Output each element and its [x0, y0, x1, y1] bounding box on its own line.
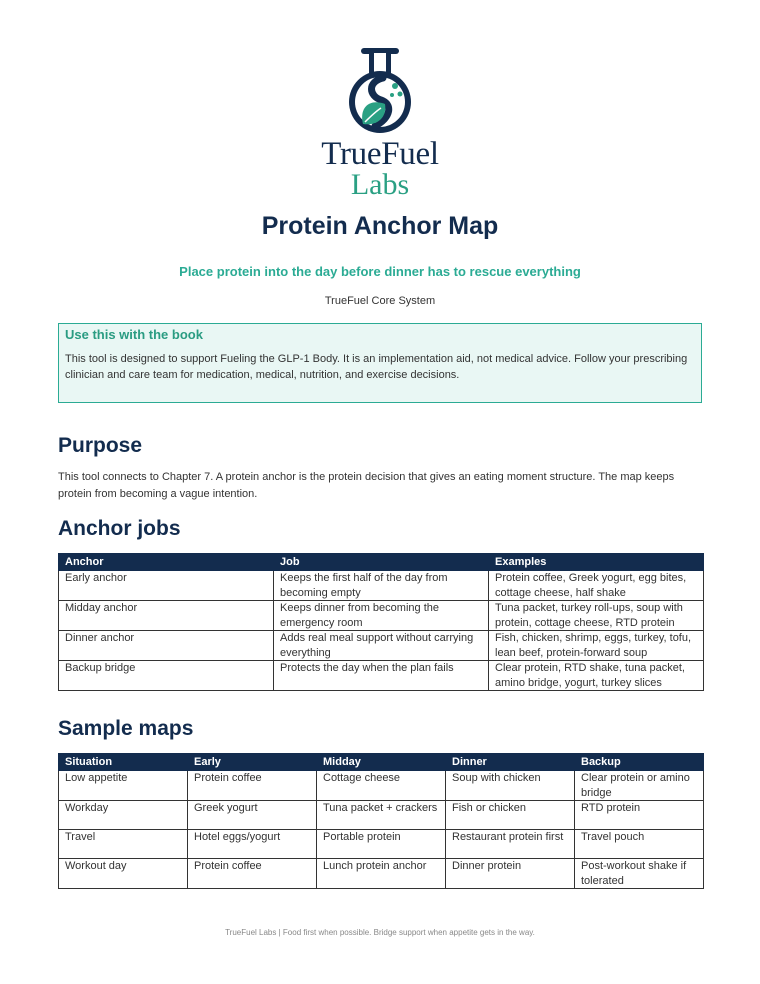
table-cell: Midday anchor [59, 601, 274, 631]
system-label: TrueFuel Core System [324, 295, 436, 307]
table-cell: Fish, chicken, shrimp, eggs, turkey, tofu, lean beef, protein-forward soup [489, 631, 704, 661]
table-cell: Protein coffee, Greek yogurt, egg bites, cottage cheese, half shake [489, 571, 704, 601]
table-cell: Restaurant protein first [446, 830, 575, 859]
table-cell: Travel pouch [575, 830, 704, 859]
anchor-jobs-heading: Anchor jobs [58, 517, 181, 540]
notice-box [58, 323, 702, 403]
table-cell: Soup with chicken [446, 771, 575, 801]
column-header: Situation [59, 754, 188, 771]
table-row [59, 771, 704, 801]
table-row [59, 601, 704, 631]
table-cell: Early anchor [59, 571, 274, 601]
table-cell: Adds real meal support without carrying everything [274, 631, 489, 661]
sample-maps-table [58, 753, 704, 889]
table-cell: Clear protein, RTD shake, tuna packet, amino bridge, yogurt, turkey slices [489, 661, 704, 691]
anchor-jobs-table [58, 553, 704, 691]
table-cell: Workout day [59, 859, 188, 889]
page-footer: TrueFuel Labs | Food first when possible. Bridge support when appetite gets in the way. [225, 928, 535, 937]
table-row [59, 859, 704, 889]
brand-name-line2: Labs [350, 168, 410, 201]
table-header-row [59, 554, 704, 571]
notice-body: This tool is designed to support Fueling the GLP-1 Body. It is an implementation aid, not medical advice. Follow your prescribing clinician and care team for medication, medical, nutrition, and exercise decisions. [65, 353, 688, 381]
table-cell: Protein coffee [188, 771, 317, 801]
flask-leaf-icon [345, 44, 415, 136]
page-subtitle: Place protein into the day before dinner has to rescue everything [179, 264, 581, 279]
purpose-text: This tool connects to Chapter 7. A protein anchor is the protein decision that gives an eating moment structure. The map keeps protein from becoming a vague intention. [58, 471, 675, 500]
table-cell: Hotel eggs/yogurt [188, 830, 317, 859]
column-header: Examples [489, 554, 704, 571]
table-cell: Backup bridge [59, 661, 274, 691]
table-cell: Keeps the first half of the day from becoming empty [274, 571, 489, 601]
table-cell: Tuna packet + crackers [317, 801, 446, 830]
column-header: Job [274, 554, 489, 571]
table-cell: Dinner protein [446, 859, 575, 889]
table-cell: Dinner anchor [59, 631, 274, 661]
table-cell: RTD protein [575, 801, 704, 830]
table-row [59, 571, 704, 601]
table-cell: Tuna packet, turkey roll-ups, soup with protein, cottage cheese, RTD protein [489, 601, 704, 631]
table-cell: Protein coffee [188, 859, 317, 889]
column-header: Backup [575, 754, 704, 771]
table-cell: Keeps dinner from becoming the emergency room [274, 601, 489, 631]
table-cell: Workday [59, 801, 188, 830]
table-cell: Travel [59, 830, 188, 859]
table-cell: Cottage cheese [317, 771, 446, 801]
column-header: Midday [317, 754, 446, 771]
notice-title: Use this with the book [65, 327, 203, 342]
table-cell: Portable protein [317, 830, 446, 859]
sample-maps-heading: Sample maps [58, 717, 194, 740]
table-cell: Lunch protein anchor [317, 859, 446, 889]
table-cell: Clear protein or amino bridge [575, 771, 704, 801]
brand-name-line1: TrueFuel [321, 136, 439, 172]
column-header: Dinner [446, 754, 575, 771]
table-cell: Protects the day when the plan fails [274, 661, 489, 691]
page-title: Protein Anchor Map [261, 212, 499, 240]
table-row [59, 801, 704, 830]
table-cell: Low appetite [59, 771, 188, 801]
column-header: Anchor [59, 554, 274, 571]
table-header-row [59, 754, 704, 771]
table-row [59, 631, 704, 661]
table-cell: Fish or chicken [446, 801, 575, 830]
purpose-heading: Purpose [58, 434, 143, 457]
table-row [59, 830, 704, 859]
column-header: Early [188, 754, 317, 771]
table-cell: Post-workout shake if tolerated [575, 859, 704, 889]
brand-logo [58, 44, 702, 199]
table-cell: Greek yogurt [188, 801, 317, 830]
table-row [59, 661, 704, 691]
